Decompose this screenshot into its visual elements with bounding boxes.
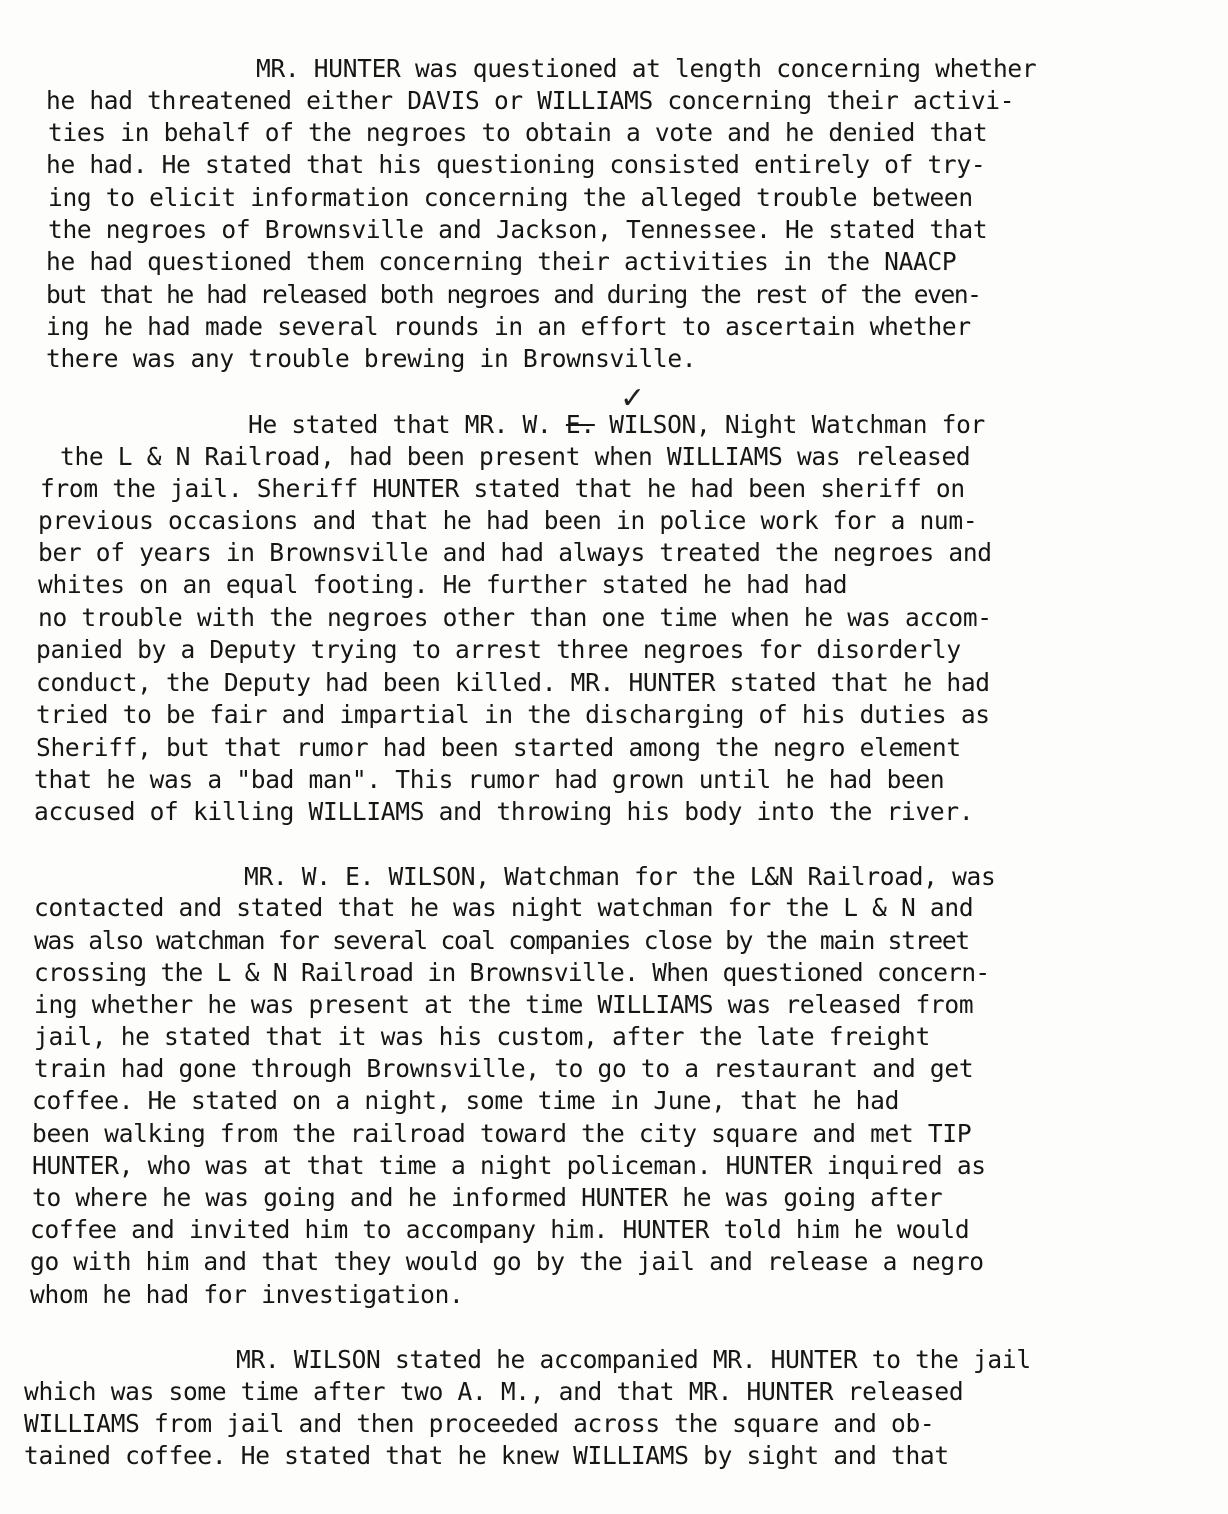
text-line: ing he had made several rounds in an effort to ascertain whether — [46, 312, 971, 341]
text-fragment: He stated that MR. W. — [248, 410, 566, 439]
text-line: Sheriff, but that rumor had been started among the negro element — [36, 733, 961, 762]
text-line: to where he was going and he informed HUNTER he was going after — [32, 1183, 943, 1212]
text-line: previous occasions and that he had been in police work for a num- — [38, 506, 978, 535]
text-line — [248, 410, 985, 440]
text-line: tried to be fair and impartial in the discharging of his duties as — [36, 700, 990, 729]
text-line: MR. HUNTER was questioned at length concerning whether — [256, 54, 1037, 83]
text-line: MR. W. E. WILSON, Watchman for the L&N Railroad, was — [244, 862, 996, 891]
text-line: contacted and stated that he was night watchman for the L & N and — [34, 893, 974, 922]
text-line: that he was a "bad man". This rumor had grown until he had been — [34, 765, 945, 794]
text-line: which was some time after two A. M., and that MR. HUNTER released — [24, 1377, 964, 1406]
handwritten-check-mark: ✓ — [620, 381, 646, 416]
text-line: there was any trouble brewing in Brownsville. — [46, 344, 697, 373]
text-line: conduct, the Deputy had been killed. MR. HUNTER stated that he had — [36, 668, 990, 697]
text-line: coffee and invited him to accompany him. HUNTER told him he would — [30, 1215, 970, 1244]
text-line: jail, he stated that it was his custom, after the late freight — [34, 1022, 930, 1051]
text-line: ber of years in Brownsville and had always treated the negroes and — [38, 538, 992, 567]
text-line: but that he had released both negroes and during the rest of the even- — [46, 280, 981, 309]
struck-initial: E. — [565, 410, 595, 439]
text-line: the L & N Railroad, had been present when WILLIAMS was released — [60, 442, 971, 471]
text-line: go with him and that they would go by the jail and release a negro — [30, 1247, 984, 1276]
text-line: MR. WILSON stated he accompanied MR. HUNTER to the jail — [236, 1345, 1031, 1374]
text-line: no trouble with the negroes other than one time when he was accom- — [38, 603, 992, 632]
text-line: whites on an equal footing. He further stated he had had — [38, 570, 848, 599]
text-line: he had threatened either DAVIS or WILLIAMS concerning their activi- — [46, 86, 1015, 115]
text-line: WILLIAMS from jail and then proceeded across the square and ob- — [24, 1409, 935, 1438]
text-line: coffee. He stated on a night, some time in June, that he had — [32, 1086, 900, 1115]
text-line: crossing the L & N Railroad in Brownsville. When questioned concern- — [34, 958, 990, 987]
text-line: ing whether he was present at the time WILLIAMS was released from — [34, 990, 974, 1019]
text-line: ties in behalf of the negroes to obtain a vote and he denied that — [48, 118, 988, 147]
text-line: panied by a Deputy trying to arrest three negroes for disorderly — [36, 635, 961, 664]
text-line: ing to elicit information concerning the alleged trouble between — [48, 183, 973, 212]
text-fragment: WILSON, Night Watchman for — [594, 410, 985, 439]
text-line: tained coffee. He stated that he knew WILLIAMS by sight and that — [24, 1441, 949, 1470]
text-line: he had. He stated that his questioning consisted entirely of try- — [46, 150, 986, 179]
text-line: whom he had for investigation. — [30, 1280, 464, 1309]
text-line: HUNTER, who was at that time a night policeman. HUNTER inquired as — [32, 1151, 986, 1180]
text-line: from the jail. Sheriff HUNTER stated that he had been sheriff on — [40, 474, 965, 503]
text-line: accused of killing WILLIAMS and throwing his body into the river. — [34, 797, 974, 826]
text-line: was also watchman for several coal companies close by the main street — [34, 926, 969, 955]
text-line: he had questioned them concerning their activities in the NAACP — [46, 247, 957, 276]
text-line: the negroes of Brownsville and Jackson, Tennessee. He stated that — [48, 215, 988, 244]
text-line: train had gone through Brownsville, to go to a restaurant and get — [34, 1054, 974, 1083]
text-line: been walking from the railroad toward the city square and met TIP — [32, 1119, 972, 1148]
